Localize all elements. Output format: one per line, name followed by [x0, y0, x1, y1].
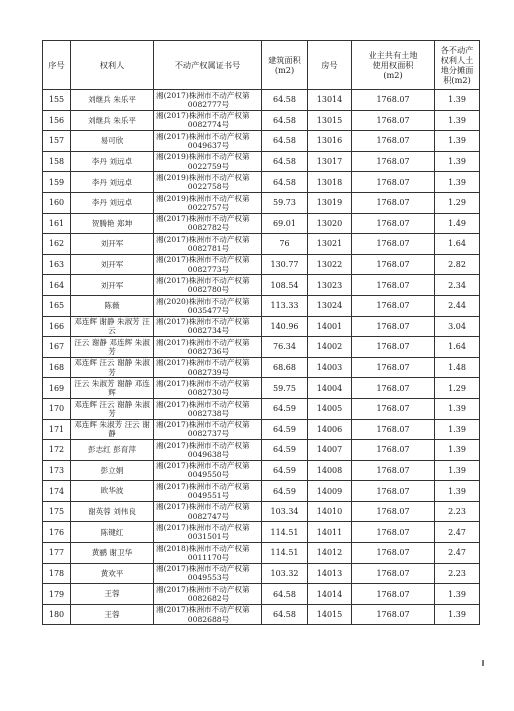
- cert-number: 0082780号: [187, 285, 230, 295]
- table-row: [43, 604, 480, 625]
- table-row: [43, 481, 480, 502]
- cell-cert: [154, 90, 262, 111]
- cell-owner: 谢英蓉 刘伟良: [71, 501, 154, 522]
- cell-area: 69.01: [262, 213, 308, 234]
- cert-number: 0082774号: [187, 120, 230, 130]
- cert-number: 0082782号: [187, 223, 230, 233]
- cell-owner: 李丹 刘远卓: [71, 192, 154, 213]
- cell-owner: 邓连辉 朱淑芳 汪云 谢静: [71, 419, 154, 440]
- cell-cert: [154, 213, 262, 234]
- cell-share-land: 1.64: [435, 234, 480, 255]
- cell-common-land: 1768.07: [352, 481, 435, 502]
- cell-common-land: 1768.07: [352, 254, 435, 275]
- cell-cert: [154, 481, 262, 502]
- cell-owner: 王蓉: [71, 584, 154, 605]
- cert-number: 0022758号: [187, 182, 230, 192]
- cell-common-land: 1768.07: [352, 131, 435, 152]
- cell-area: 114.51: [262, 543, 308, 564]
- cell-cert: [154, 543, 262, 564]
- cert-number: 0082734号: [187, 326, 230, 336]
- cell-cert: [154, 337, 262, 358]
- cert-prefix: 湘(2019)株洲市不动产权第: [156, 152, 250, 162]
- cell-owner: 刘开军: [71, 275, 154, 296]
- cell-cert: [154, 254, 262, 275]
- cell-room: 14001: [308, 316, 352, 337]
- cell-area: 68.68: [262, 357, 308, 378]
- cert-number: 0082738号: [187, 408, 230, 418]
- cert-prefix: 湘(2017)株洲市不动产权第: [156, 358, 250, 368]
- cell-cert: [154, 316, 262, 337]
- cert-number: 0082737号: [187, 429, 230, 439]
- cell-room: 14012: [308, 543, 352, 564]
- table-row: [43, 337, 480, 358]
- cell-seq: 177: [43, 543, 71, 564]
- cert-prefix: 湘(2017)株洲市不动产权第: [156, 90, 250, 100]
- cell-area: 113.33: [262, 295, 308, 316]
- cert-prefix: 湘(2017)株洲市不动产权第: [156, 461, 250, 471]
- cell-room: 13018: [308, 172, 352, 193]
- cell-area: 59.75: [262, 378, 308, 399]
- cell-seq: 180: [43, 604, 71, 625]
- table-row: [43, 192, 480, 213]
- cell-owner: 邓连辉 谢静 朱淑芳 汪云: [71, 316, 154, 337]
- cell-area: 64.59: [262, 398, 308, 419]
- cell-seq: 173: [43, 460, 71, 481]
- cert-number: 0049550号: [187, 470, 230, 480]
- header-cert: 不动产权属证书号: [154, 41, 262, 90]
- cell-room: 14008: [308, 460, 352, 481]
- table-row: [43, 460, 480, 481]
- cell-cert: [154, 234, 262, 255]
- cert-prefix: 湘(2017)株洲市不动产权第: [156, 481, 250, 491]
- cell-owner: 汪云 朱淑芳 谢静 邓连辉: [71, 378, 154, 399]
- cell-cert: [154, 419, 262, 440]
- cert-number: 0049551号: [187, 491, 230, 501]
- table-row: [43, 295, 480, 316]
- cell-owner: 陈键红: [71, 522, 154, 543]
- cert-prefix: 湘(2017)株洲市不动产权第: [156, 584, 250, 594]
- cell-share-land: 1.39: [435, 481, 480, 502]
- cell-share-land: 1.49: [435, 213, 480, 234]
- cert-prefix: 湘(2017)株洲市不动产权第: [156, 420, 250, 430]
- cell-owner: 陈薇: [71, 295, 154, 316]
- cell-common-land: 1768.07: [352, 172, 435, 193]
- cell-cert: [154, 151, 262, 172]
- cell-common-land: 1768.07: [352, 584, 435, 605]
- cert-number: 0082688号: [187, 614, 230, 624]
- cell-owner: 刘继兵 朱乐平: [71, 110, 154, 131]
- header-seq: 序号: [43, 41, 71, 90]
- cell-room: 13021: [308, 234, 352, 255]
- cell-area: 64.58: [262, 131, 308, 152]
- cell-share-land: 1.39: [435, 172, 480, 193]
- cert-prefix: 湘(2017)株洲市不动产权第: [156, 317, 250, 327]
- cell-room: 13016: [308, 131, 352, 152]
- cell-share-land: 1.39: [435, 110, 480, 131]
- cell-common-land: 1768.07: [352, 604, 435, 625]
- cell-seq: 172: [43, 440, 71, 461]
- table-row: [43, 234, 480, 255]
- cell-owner: 彭立娟: [71, 460, 154, 481]
- cert-number: 0082682号: [187, 594, 230, 604]
- cell-area: 64.58: [262, 90, 308, 111]
- cell-area: 64.59: [262, 481, 308, 502]
- cert-number: 0035477号: [187, 305, 230, 315]
- cell-owner: 刘继兵 朱乐平: [71, 90, 154, 111]
- cell-owner: 王蓉: [71, 604, 154, 625]
- cell-area: 64.59: [262, 460, 308, 481]
- cell-cert: [154, 172, 262, 193]
- cell-common-land: 1768.07: [352, 151, 435, 172]
- cell-area: 103.32: [262, 563, 308, 584]
- cell-cert: [154, 110, 262, 131]
- cert-number: 0031501号: [187, 532, 230, 542]
- cell-common-land: 1768.07: [352, 563, 435, 584]
- cell-share-land: 1.39: [435, 398, 480, 419]
- table-row: [43, 440, 480, 461]
- table-row: [43, 316, 480, 337]
- cert-number: 0082777号: [187, 99, 230, 109]
- cell-seq: 166: [43, 316, 71, 337]
- cell-cert: [154, 440, 262, 461]
- cell-area: 64.58: [262, 584, 308, 605]
- table-row: [43, 275, 480, 296]
- document-page: [42, 40, 479, 625]
- cell-room: 14006: [308, 419, 352, 440]
- cert-prefix: 湘(2017)株洲市不动产权第: [156, 214, 250, 224]
- cell-seq: 155: [43, 90, 71, 111]
- table-row: [43, 501, 480, 522]
- cell-room: 14009: [308, 481, 352, 502]
- cell-room: 14004: [308, 378, 352, 399]
- cell-room: 14014: [308, 584, 352, 605]
- cell-share-land: 1.39: [435, 131, 480, 152]
- cert-prefix: 湘(2017)株洲市不动产权第: [156, 275, 250, 285]
- cell-common-land: 1768.07: [352, 90, 435, 111]
- cell-cert: [154, 357, 262, 378]
- cell-cert: [154, 378, 262, 399]
- cell-seq: 171: [43, 419, 71, 440]
- table-row: [43, 378, 480, 399]
- cell-room: 13023: [308, 275, 352, 296]
- cell-area: 64.58: [262, 151, 308, 172]
- cell-area: 64.59: [262, 419, 308, 440]
- table-row: [43, 254, 480, 275]
- cell-seq: 167: [43, 337, 71, 358]
- cert-prefix: 湘(2017)株洲市不动产权第: [156, 564, 250, 574]
- cell-share-land: 1.39: [435, 584, 480, 605]
- cell-share-land: 1.64: [435, 337, 480, 358]
- cell-area: 76.34: [262, 337, 308, 358]
- cell-share-land: 1.29: [435, 378, 480, 399]
- cell-seq: 160: [43, 192, 71, 213]
- header-room: 房号: [308, 41, 352, 90]
- cert-prefix: 湘(2017)株洲市不动产权第: [156, 378, 250, 388]
- cell-room: 13024: [308, 295, 352, 316]
- cell-room: 13022: [308, 254, 352, 275]
- cell-room: 14007: [308, 440, 352, 461]
- table-row: [43, 151, 480, 172]
- cert-number: 0082773号: [187, 264, 230, 274]
- header-share-land: 各不动产 权利人土 地分摊面 积(m2): [435, 41, 480, 90]
- table-row: [43, 110, 480, 131]
- cell-seq: 170: [43, 398, 71, 419]
- cell-seq: 161: [43, 213, 71, 234]
- cert-prefix: 湘(2017)株洲市不动产权第: [156, 502, 250, 512]
- cell-share-land: 2.23: [435, 501, 480, 522]
- cell-area: 59.73: [262, 192, 308, 213]
- cell-owner: 易可欣: [71, 131, 154, 152]
- cell-common-land: 1768.07: [352, 275, 435, 296]
- header-owner: 权利人: [71, 41, 154, 90]
- cell-share-land: 1.39: [435, 90, 480, 111]
- cell-owner: 李丹 刘远卓: [71, 172, 154, 193]
- scan-mark: [482, 660, 484, 666]
- cert-prefix: 湘(2017)株洲市不动产权第: [156, 337, 250, 347]
- cell-seq: 176: [43, 522, 71, 543]
- cell-area: 76: [262, 234, 308, 255]
- cell-cert: [154, 563, 262, 584]
- cert-prefix: 湘(2018)株洲市不动产权第: [156, 543, 250, 553]
- cell-common-land: 1768.07: [352, 110, 435, 131]
- cell-common-land: 1768.07: [352, 398, 435, 419]
- cell-cert: [154, 192, 262, 213]
- table-row: [43, 357, 480, 378]
- cell-room: 14011: [308, 522, 352, 543]
- cell-room: 13020: [308, 213, 352, 234]
- cell-room: 13015: [308, 110, 352, 131]
- table-row: [43, 90, 480, 111]
- table-row: [43, 213, 480, 234]
- cell-owner: 李丹 刘远卓: [71, 151, 154, 172]
- cell-share-land: 1.39: [435, 419, 480, 440]
- table-row: [43, 563, 480, 584]
- cell-common-land: 1768.07: [352, 378, 435, 399]
- cell-share-land: 2.47: [435, 522, 480, 543]
- table-row: [43, 419, 480, 440]
- cell-common-land: 1768.07: [352, 295, 435, 316]
- table-row: [43, 543, 480, 564]
- cert-number: 0049637号: [187, 140, 230, 150]
- cell-share-land: 2.44: [435, 295, 480, 316]
- cell-share-land: 1.29: [435, 192, 480, 213]
- table-header-row: [43, 41, 480, 90]
- table-body: [43, 90, 480, 625]
- cell-seq: 159: [43, 172, 71, 193]
- cert-prefix: 湘(2017)株洲市不动产权第: [156, 234, 250, 244]
- cell-room: 14015: [308, 604, 352, 625]
- cell-owner: 汪云 谢静 邓连辉 朱淑芳: [71, 337, 154, 358]
- cert-prefix: 湘(2017)株洲市不动产权第: [156, 399, 250, 409]
- cell-owner: 邓连辉 汪云 谢静 朱淑芳: [71, 357, 154, 378]
- header-common-land: 业主共有土地 使用权面积 (m2): [352, 41, 435, 90]
- cell-cert: [154, 584, 262, 605]
- cell-share-land: 1.39: [435, 604, 480, 625]
- table-row: [43, 172, 480, 193]
- cell-area: 130.77: [262, 254, 308, 275]
- cell-share-land: 3.04: [435, 316, 480, 337]
- table-row: [43, 131, 480, 152]
- cell-owner: 黄鹂 谢卫华: [71, 543, 154, 564]
- cell-common-land: 1768.07: [352, 192, 435, 213]
- cell-cert: [154, 522, 262, 543]
- cell-common-land: 1768.07: [352, 419, 435, 440]
- cell-owner: 刘开军: [71, 254, 154, 275]
- cert-prefix: 湘(2017)株洲市不动产权第: [156, 111, 250, 121]
- cell-owner: 刘开军: [71, 234, 154, 255]
- cell-room: 13017: [308, 151, 352, 172]
- cell-common-land: 1768.07: [352, 213, 435, 234]
- cell-common-land: 1768.07: [352, 460, 435, 481]
- cell-seq: 156: [43, 110, 71, 131]
- cell-room: 14003: [308, 357, 352, 378]
- cell-area: 114.51: [262, 522, 308, 543]
- cell-owner: 黄欢平: [71, 563, 154, 584]
- cell-area: 64.58: [262, 172, 308, 193]
- cell-area: 108.54: [262, 275, 308, 296]
- cell-owner: 彭志红 彭育萍: [71, 440, 154, 461]
- cell-room: 13019: [308, 192, 352, 213]
- cell-room: 13014: [308, 90, 352, 111]
- cert-number: 0022759号: [187, 161, 230, 171]
- cell-seq: 178: [43, 563, 71, 584]
- cell-share-land: 1.39: [435, 151, 480, 172]
- cell-share-land: 2.47: [435, 543, 480, 564]
- cell-common-land: 1768.07: [352, 316, 435, 337]
- cert-number: 0082739号: [187, 367, 230, 377]
- cell-room: 14002: [308, 337, 352, 358]
- table-row: [43, 398, 480, 419]
- cell-area: 64.58: [262, 604, 308, 625]
- cell-seq: 162: [43, 234, 71, 255]
- cell-share-land: 2.34: [435, 275, 480, 296]
- cert-number: 0082736号: [187, 346, 230, 356]
- cell-owner: 欧华波: [71, 481, 154, 502]
- cell-share-land: 2.82: [435, 254, 480, 275]
- cell-common-land: 1768.07: [352, 337, 435, 358]
- cell-share-land: 1.39: [435, 440, 480, 461]
- cell-cert: [154, 275, 262, 296]
- cell-room: 14013: [308, 563, 352, 584]
- cert-prefix: 湘(2017)株洲市不动产权第: [156, 605, 250, 615]
- cell-common-land: 1768.07: [352, 440, 435, 461]
- cell-seq: 164: [43, 275, 71, 296]
- cell-area: 64.58: [262, 110, 308, 131]
- cell-share-land: 2.23: [435, 563, 480, 584]
- cert-prefix: 湘(2020)株洲市不动产权第: [156, 296, 250, 306]
- cell-room: 14010: [308, 501, 352, 522]
- cell-cert: [154, 604, 262, 625]
- cell-seq: 175: [43, 501, 71, 522]
- cell-share-land: 1.39: [435, 460, 480, 481]
- cell-seq: 168: [43, 357, 71, 378]
- cert-prefix: 湘(2017)株洲市不动产权第: [156, 523, 250, 533]
- header-area: 建筑面积 (m2): [262, 41, 308, 90]
- cell-owner: 贺腾艳 郑坤: [71, 213, 154, 234]
- cert-prefix: 湘(2019)株洲市不动产权第: [156, 172, 250, 182]
- cell-owner: 邓连辉 汪云 谢静 朱淑芳: [71, 398, 154, 419]
- cert-number: 0049638号: [187, 449, 230, 459]
- cell-seq: 158: [43, 151, 71, 172]
- cell-seq: 169: [43, 378, 71, 399]
- cell-common-land: 1768.07: [352, 357, 435, 378]
- cell-seq: 174: [43, 481, 71, 502]
- cell-seq: 157: [43, 131, 71, 152]
- cell-area: 64.59: [262, 440, 308, 461]
- cert-prefix: 湘(2019)株洲市不动产权第: [156, 193, 250, 203]
- table-row: [43, 584, 480, 605]
- cell-seq: 165: [43, 295, 71, 316]
- cell-area: 140.96: [262, 316, 308, 337]
- cell-share-land: 1.48: [435, 357, 480, 378]
- cell-common-land: 1768.07: [352, 501, 435, 522]
- cell-cert: [154, 295, 262, 316]
- cert-number: 0082781号: [187, 243, 230, 253]
- cell-cert: [154, 131, 262, 152]
- table-row: [43, 522, 480, 543]
- cert-number: 0011170号: [187, 552, 230, 562]
- cert-number: 0022757号: [187, 202, 230, 212]
- cert-prefix: 湘(2017)株洲市不动产权第: [156, 440, 250, 450]
- cell-seq: 179: [43, 584, 71, 605]
- cert-number: 0049553号: [187, 573, 230, 583]
- cell-cert: [154, 501, 262, 522]
- cell-seq: 163: [43, 254, 71, 275]
- cert-number: 0082747号: [187, 511, 230, 521]
- cell-cert: [154, 398, 262, 419]
- cell-cert: [154, 460, 262, 481]
- property-table: [42, 40, 480, 625]
- cert-number: 0082730号: [187, 388, 230, 398]
- cell-common-land: 1768.07: [352, 522, 435, 543]
- cert-prefix: 湘(2017)株洲市不动产权第: [156, 255, 250, 265]
- cell-area: 103.34: [262, 501, 308, 522]
- cell-common-land: 1768.07: [352, 543, 435, 564]
- cell-common-land: 1768.07: [352, 234, 435, 255]
- cell-room: 14005: [308, 398, 352, 419]
- cert-prefix: 湘(2017)株洲市不动产权第: [156, 131, 250, 141]
